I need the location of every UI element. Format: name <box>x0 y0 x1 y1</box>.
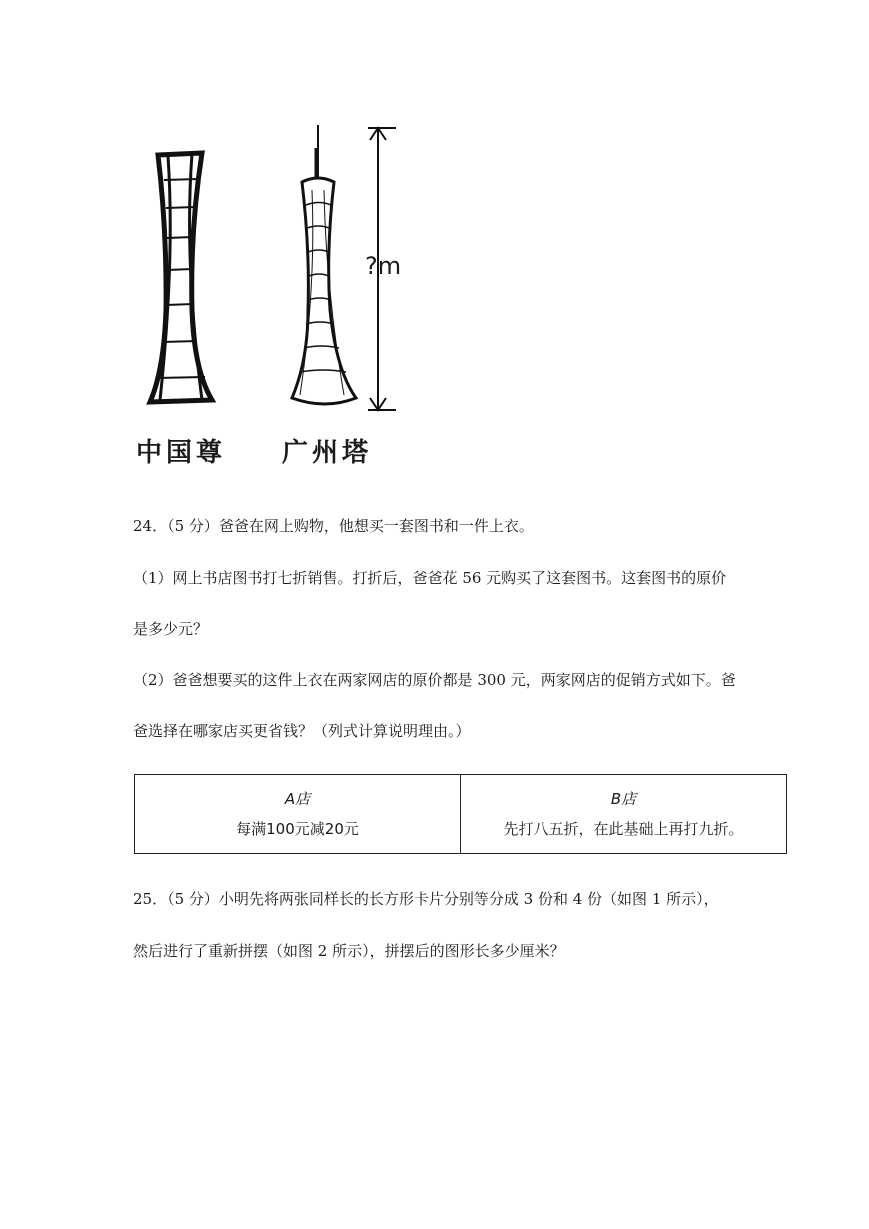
canton-tower-drawing <box>292 125 356 404</box>
store-promotion-table <box>134 774 787 854</box>
q24-part1-line1: （1）网上书店图书打七折销售。打折后，爸爸花 56 元购买了这套图书。这套图书的原价 <box>133 569 727 587</box>
china-zun-label: 中国尊 <box>136 438 227 468</box>
q24-part2-line2: 爸选择在哪家店买更省钱？（列式计算说明理由。） <box>133 722 471 740</box>
q24-part2-line1: （2）爸爸想要买的这件上衣在两家网店的原价都是 300 元，两家网店的促销方式如下。爸 <box>133 671 736 689</box>
q24-part1-line2: 是多少元？ <box>133 620 209 638</box>
canton-tower-label: 广州塔 <box>282 438 373 468</box>
store-a-cell <box>135 775 461 854</box>
store-a-name: A店 <box>284 790 311 808</box>
china-zun-tower-drawing <box>150 153 212 402</box>
height-unknown-label: ?m <box>365 252 402 280</box>
q24-title: 24．（5 分）爸爸在网上购物，他想买一套图书和一件上衣。 <box>133 517 534 535</box>
store-b-promo: 先打八五折，在此基础上再打九折。 <box>503 820 744 838</box>
towers-figure <box>120 110 440 480</box>
q25-line1: 25．（5 分）小明先将两张同样长的长方形卡片分别等分成 3 份和 4 份（如图 1 所示）， <box>133 890 719 908</box>
store-b-name: B店 <box>610 790 637 808</box>
store-a-promo: 每满100元减20元 <box>236 820 359 838</box>
store-b-cell <box>461 775 787 854</box>
q25-line2: 然后进行了重新拼摆（如图 2 所示），拼摆后的图形长多少厘米？ <box>133 942 565 960</box>
